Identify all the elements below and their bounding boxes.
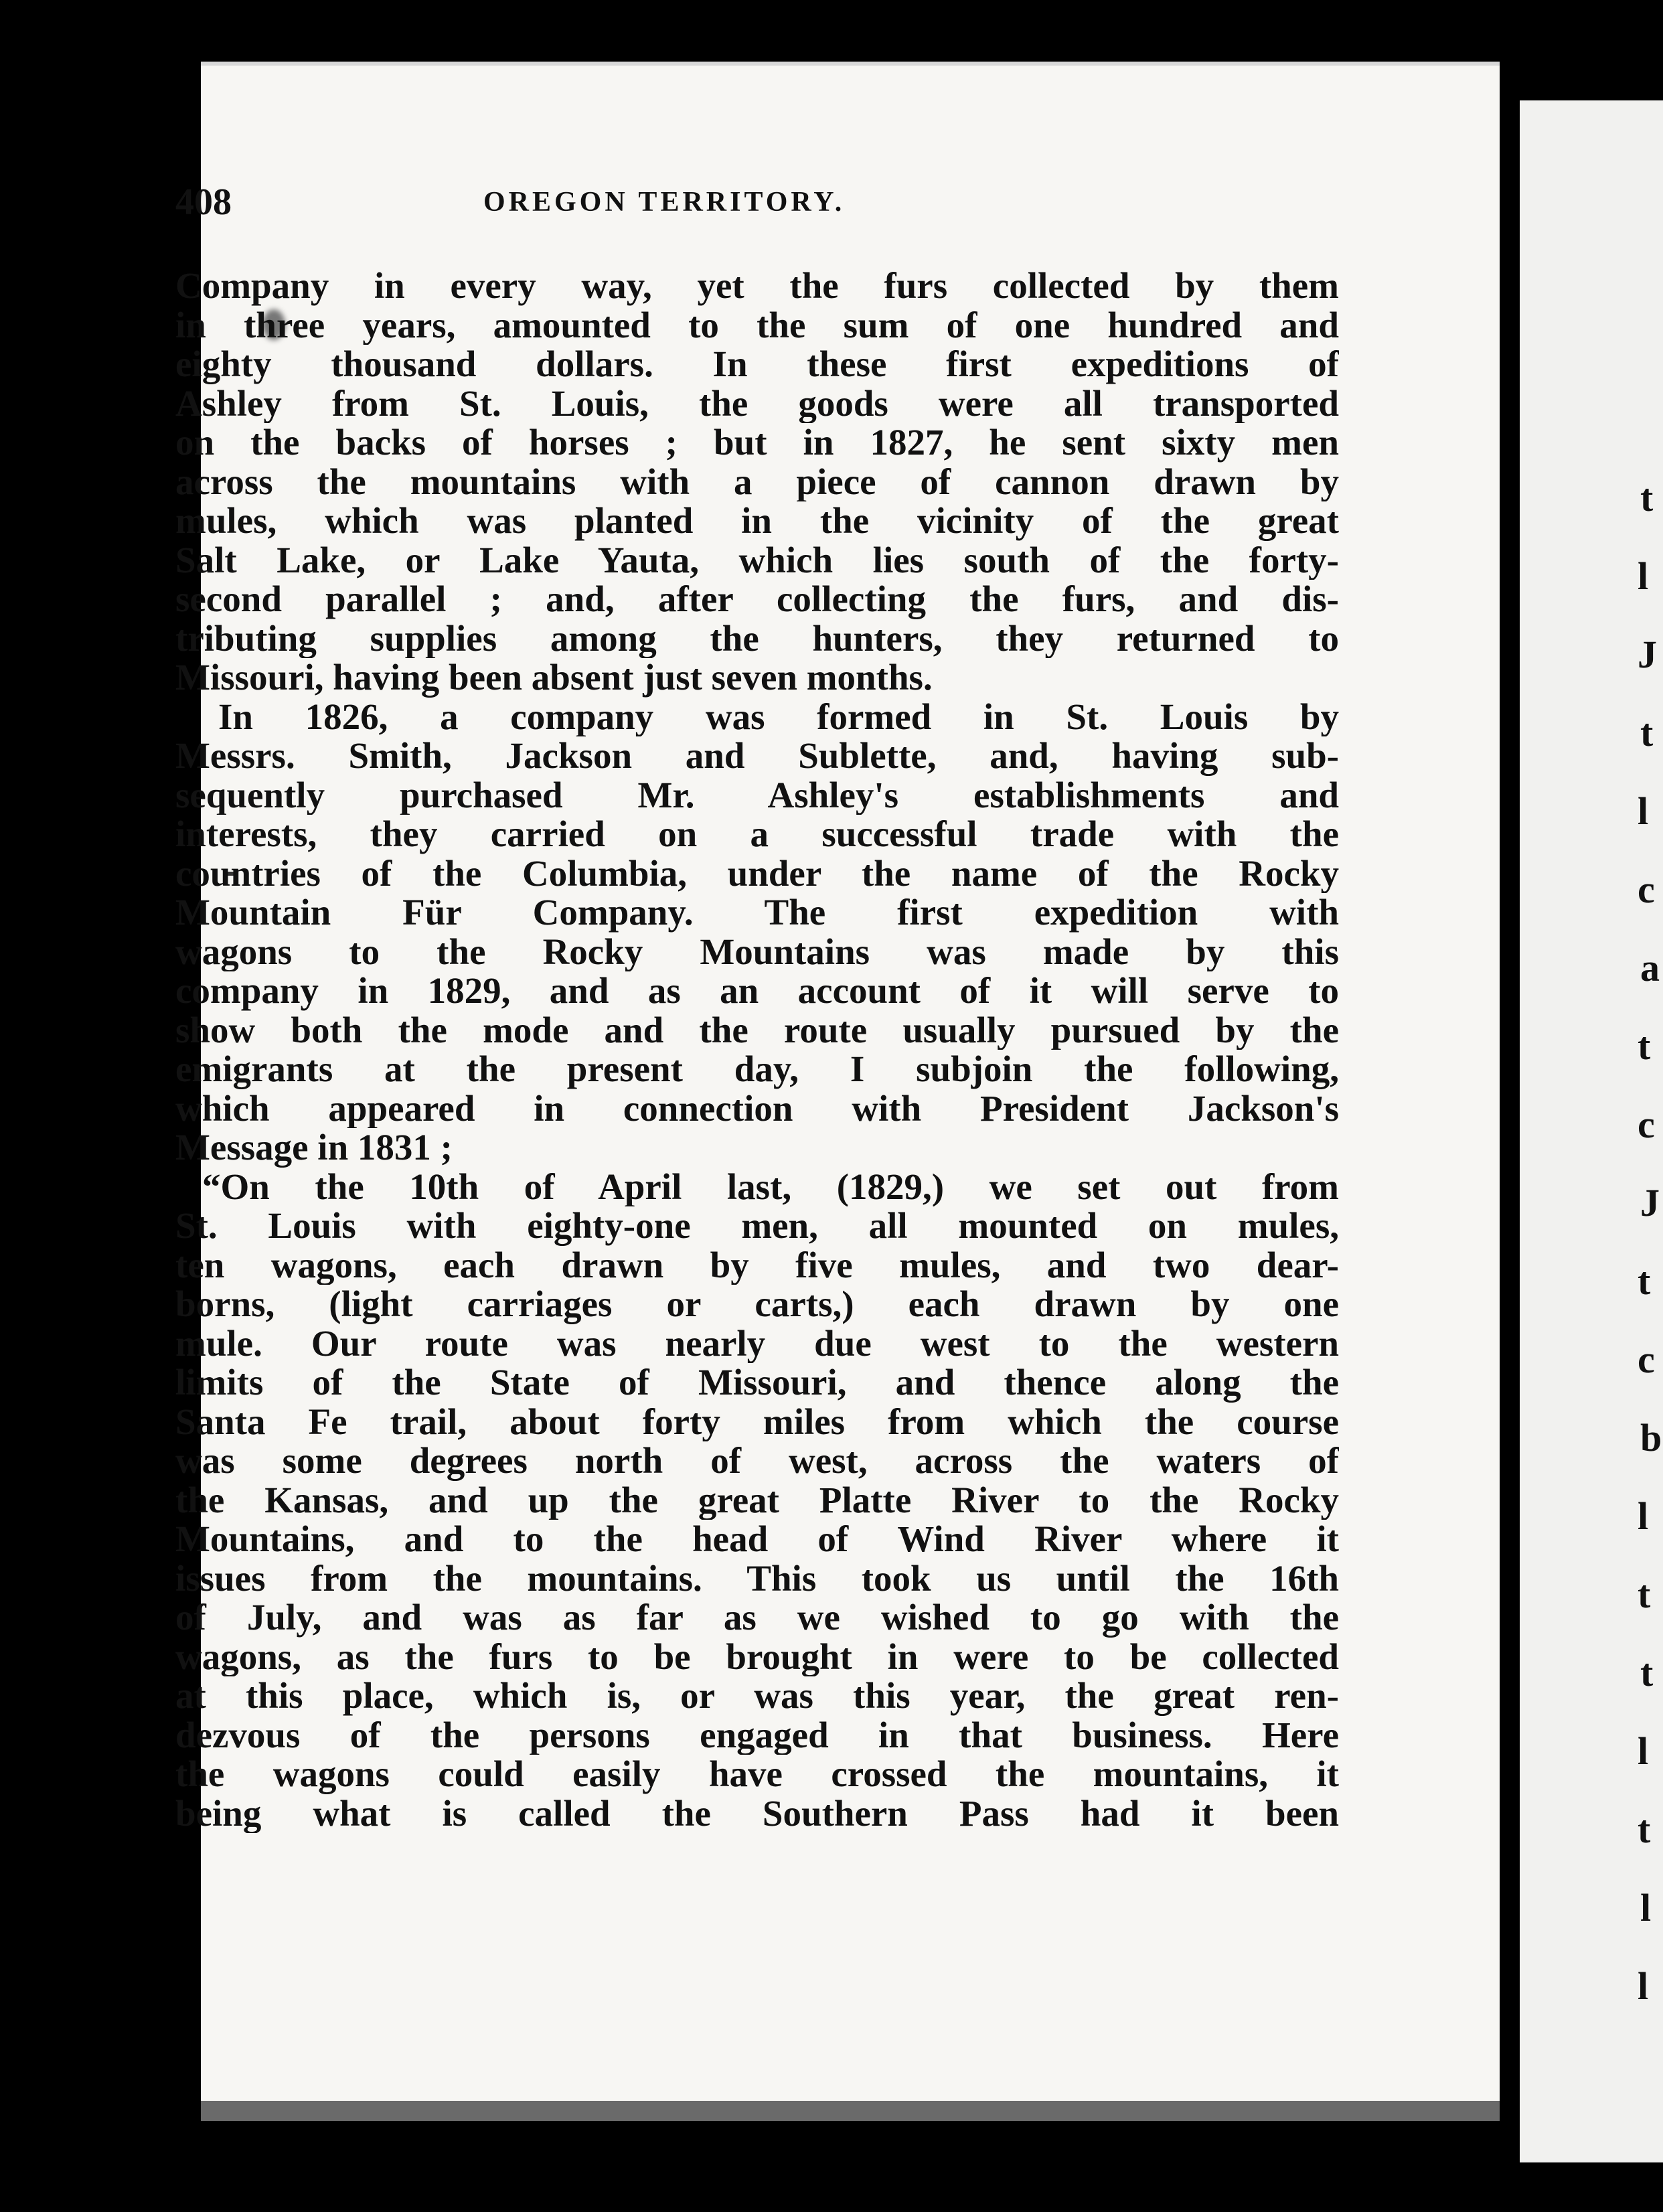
text-line: company in 1829, and as an account of it will serve to (175, 971, 1339, 1011)
text-line: across the mountains with a piece of cannon drawn by (175, 462, 1339, 501)
text-line: second parallel ; and, after collecting the furs, and dis- (175, 580, 1339, 619)
text-line: the wagons could easily have crossed the mountains, it (175, 1755, 1339, 1794)
running-head (175, 181, 1340, 234)
facing-page-letter: t (1638, 1259, 1651, 1303)
text-line: borns, (light carriages or carts,) each drawn by one (175, 1285, 1339, 1324)
text-line: Mountain Für Company. The first expedition with (175, 893, 1339, 933)
text-line: on the backs of horses ; but in 1827, he sent sixty men (175, 423, 1339, 463)
text-line: mules, which was planted in the vicinity of the great (175, 501, 1339, 541)
facing-page-letter: b (1640, 1416, 1662, 1459)
facing-page-letter: c (1638, 1103, 1655, 1146)
page-number: 408 (175, 181, 232, 223)
text-line: In 1826, a company was formed in St. Louis by (218, 697, 1339, 736)
facing-page-letter: l (1640, 1886, 1652, 1929)
facing-page-letter: J (1638, 633, 1657, 676)
facing-page-edge (1520, 100, 1663, 2162)
text-line: Mountains, and to the head of Wind River where it (175, 1520, 1339, 1559)
text-line: eighty thousand dollars. In these first expeditions of (175, 345, 1339, 384)
text-line: interests, they carried on a successful trade with the (175, 815, 1339, 854)
facing-page-letter: t (1638, 1024, 1651, 1068)
text-line: in three years, amounted to the sum of one hundred and (175, 305, 1339, 345)
text-line: sequently purchased Mr. Ashley's establishments and (175, 775, 1339, 815)
facing-page-letter: t (1638, 1573, 1651, 1616)
text-line: Missouri, having been absent just seven months. (175, 658, 933, 698)
facing-page-letter: l (1638, 1964, 1649, 2008)
facing-page-letter: J (1640, 1181, 1660, 1224)
text-line: Messrs. Smith, Jackson and Sublette, and, having sub- (175, 736, 1339, 776)
text-line: “On the 10th of April last, (1829,) we set out from (202, 1167, 1339, 1206)
text-line: Company in every way, yet the furs collected by them (175, 266, 1339, 306)
running-title: OREGON TERRITORY. (483, 187, 846, 218)
text-line: tributing supplies among the hunters, they returned to (175, 619, 1339, 658)
text-line: being what is called the Southern Pass had it been (175, 1794, 1339, 1833)
text-line: St. Louis with eighty-one men, all mounted on mules, (175, 1206, 1339, 1246)
facing-page-letter: c (1638, 868, 1655, 911)
text-line: which appeared in connection with President Jackson's (175, 1089, 1339, 1128)
text-line: Ashley from St. Louis, the goods were all transported (175, 384, 1339, 423)
text-line: issues from the mountains. This took us until the 16th (175, 1559, 1339, 1598)
facing-page-letter: l (1638, 1729, 1649, 1773)
text-line: at this place, which is, or was this year, the great ren- (175, 1676, 1339, 1716)
facing-page-letter: a (1640, 946, 1660, 990)
text-line: the Kansas, and up the great Platte River to the Rocky (175, 1480, 1339, 1520)
facing-page-letter: t (1640, 476, 1654, 520)
body-text (175, 266, 1339, 1833)
text-line: Santa Fe trail, about forty miles from which the course (175, 1402, 1339, 1441)
text-line: countries of the Columbia, under the name of the Rocky (175, 854, 1339, 893)
text-line: was some degrees north of west, across the waters of (175, 1441, 1339, 1481)
facing-page-letter: l (1638, 789, 1649, 833)
text-line: wagons, as the furs to be brought in were to be collected (175, 1637, 1339, 1676)
text-line: of July, and was as far as we wished to go with the (175, 1598, 1339, 1638)
text-line: Message in 1831 ; (175, 1128, 453, 1168)
facing-page-letter: t (1640, 711, 1654, 755)
text-line: wagons to the Rocky Mountains was made by this (175, 932, 1339, 971)
text-line: mule. Our route was nearly due west to the western (175, 1324, 1339, 1363)
facing-page-letter: l (1638, 1494, 1649, 1538)
text-line: limits of the State of Missouri, and thence along the (175, 1363, 1339, 1403)
facing-page-letter: t (1638, 1808, 1651, 1851)
facing-page-letter: c (1638, 1338, 1655, 1381)
text-line: dezvous of the persons engaged in that business. Here (175, 1715, 1339, 1755)
facing-page-letter: l (1638, 554, 1649, 598)
text-line: Salt Lake, or Lake Yauta, which lies south of the forty- (175, 540, 1339, 580)
facing-page-letter: t (1640, 1651, 1654, 1694)
text-line: emigrants at the present day, I subjoin the following, (175, 1050, 1339, 1089)
text-line: ten wagons, each drawn by five mules, and two dear- (175, 1245, 1339, 1285)
text-line: show both the mode and the route usually pursued by the (175, 1010, 1339, 1050)
